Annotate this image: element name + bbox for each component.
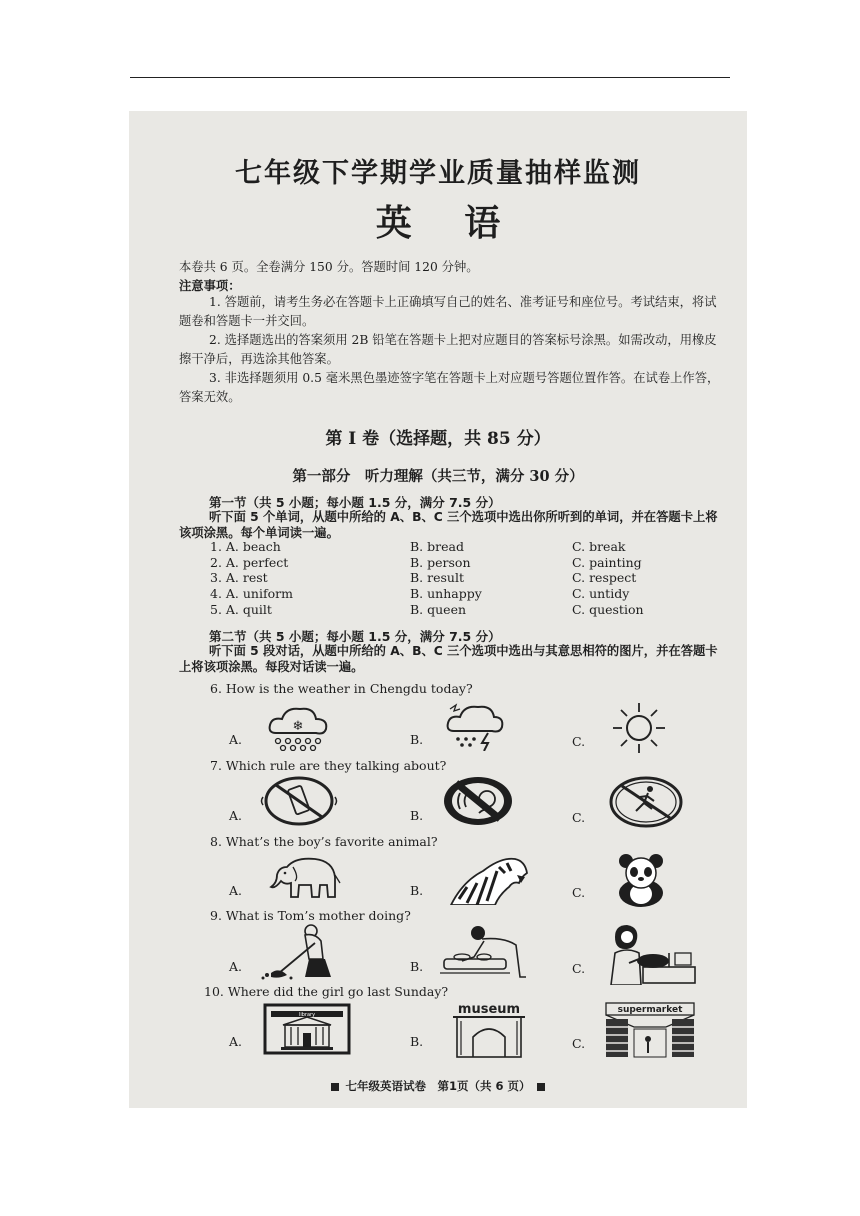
note-item-1: 1. 答题前，请考生务必在答题卡上正确填写自己的姓名、准考证号和座位号。考试结束，将试题卷和答题卡一并交回。 <box>179 295 717 328</box>
q3-option-c: C. respect <box>572 570 637 585</box>
question-6: 6. How is the weather in Chengdu today? <box>210 681 473 696</box>
q1-option-a: 1. A. beach <box>210 539 281 554</box>
notes-intro: 本卷共 6 页。全卷满分 150 分。答题时间 120 分钟。 <box>179 260 479 274</box>
no-noise-sign-icon <box>442 775 514 827</box>
q8-label-b: B. <box>410 883 424 898</box>
footer-square-right <box>537 1083 545 1091</box>
q10-label-c: C. <box>572 1036 586 1051</box>
q8-label-a: A. <box>229 883 243 898</box>
exam-title: 七年级下学期学业质量抽样监测 <box>235 158 641 189</box>
note-item-2: 2. 选择题选出的答案须用 2B 铅笔在答题卡上把对应题目的答案标号涂黑。如需改动，用橡皮擦干净后，再选涂其他答案。 <box>179 333 717 366</box>
q9-label-b: B. <box>410 959 424 974</box>
svg-text:❄: ❄ <box>292 719 304 734</box>
q8-label-c: C. <box>572 885 586 900</box>
woman-cooking-picture <box>605 923 697 985</box>
q3-option-a: 3. A. rest <box>210 570 268 585</box>
q2-option-a: 2. A. perfect <box>210 555 289 570</box>
snow-cloud-icon <box>264 701 334 751</box>
notes-heading: 注意事项： <box>179 278 241 293</box>
q7-label-a: A. <box>229 808 243 823</box>
q7-label-b: B. <box>410 808 424 823</box>
library-building-picture <box>263 1003 351 1055</box>
tiger-picture <box>449 851 529 905</box>
q2-option-c: C. painting <box>572 555 642 570</box>
footer-text: 七年级英语试卷 第1页（共 6 页） <box>345 1079 531 1093</box>
woman-sweeping-picture <box>259 923 349 981</box>
supermarket-sign: supermarket <box>617 1005 683 1015</box>
q3-option-b: B. result <box>410 570 464 585</box>
q10-label-a: A. <box>229 1034 243 1049</box>
subject-title: 英 语 <box>375 202 501 244</box>
q5-option-a: 5. A. quilt <box>210 602 272 617</box>
panda-picture <box>613 851 669 909</box>
section1-instruction: 听下面 5 个单词，从题中所给的 A、B、C 三个选项中选出你所听到的单词，并在答题卡上将该项涂黑。每个单词读一遍。 <box>179 510 718 540</box>
page-footer <box>129 1078 747 1094</box>
question-10: 10. Where did the girl go last Sunday? <box>204 984 449 999</box>
q6-label-a: A. <box>229 732 243 747</box>
q5-option-b: B. queen <box>410 602 467 617</box>
museum-building-picture <box>451 999 527 1059</box>
q2-option-b: B. person <box>410 555 471 570</box>
q6-label-c: C. <box>572 734 586 749</box>
section1-heading: 第一节（共 5 小题；每小题 1.5 分，满分 7.5 分） <box>209 495 501 510</box>
supermarket-picture <box>604 1001 696 1059</box>
q9-label-a: A. <box>229 959 243 974</box>
q1-option-c: C. break <box>572 539 626 554</box>
no-phone-sign-icon <box>259 775 339 827</box>
part1-title: 第一部分 听力理解（共三节，满分 30 分） <box>292 468 584 485</box>
q7-label-c: C. <box>572 810 586 825</box>
exam-page <box>129 111 747 1108</box>
q10-label-b: B. <box>410 1034 424 1049</box>
question-9: 9. What is Tom’s mother doing? <box>210 908 411 923</box>
q6-label-b: B. <box>410 732 424 747</box>
q1-option-b: B. bread <box>410 539 464 554</box>
q4-option-a: 4. A. uniform <box>210 586 293 601</box>
museum-sign: museum <box>457 1002 521 1017</box>
question-7: 7. Which rule are they talking about? <box>210 758 447 773</box>
footer-square-left <box>331 1083 339 1091</box>
q9-label-c: C. <box>572 961 586 976</box>
elephant-picture <box>265 853 343 903</box>
no-running-sign-icon <box>606 775 686 829</box>
storm-cloud-icon <box>444 701 506 751</box>
top-rule <box>130 77 730 78</box>
woman-washing-dishes-picture <box>440 923 536 981</box>
note-item-3: 3. 非选择题须用 0.5 毫米黑色墨迹签字笔在答题卡上对应题号答题位置作答。在试卷上作答，答案无效。 <box>179 371 720 404</box>
q5-option-c: C. question <box>572 602 644 617</box>
section2-instruction: 听下面 5 段对话，从题中所给的 A、B、C 三个选项中选出与其意思相符的图片，并在答题卡上将该项涂黑。每段对话读一遍。 <box>179 644 718 674</box>
q4-option-b: B. unhappy <box>410 586 482 601</box>
q4-option-c: C. untidy <box>572 586 630 601</box>
volume-title: 第 I 卷（选择题，共 85 分） <box>325 429 551 449</box>
question-8: 8. What’s the boy’s favorite animal? <box>210 834 438 849</box>
library-sign: library <box>298 1012 316 1018</box>
section2-heading: 第二节（共 5 小题；每小题 1.5 分，满分 7.5 分） <box>209 629 501 644</box>
sun-icon <box>607 701 671 755</box>
